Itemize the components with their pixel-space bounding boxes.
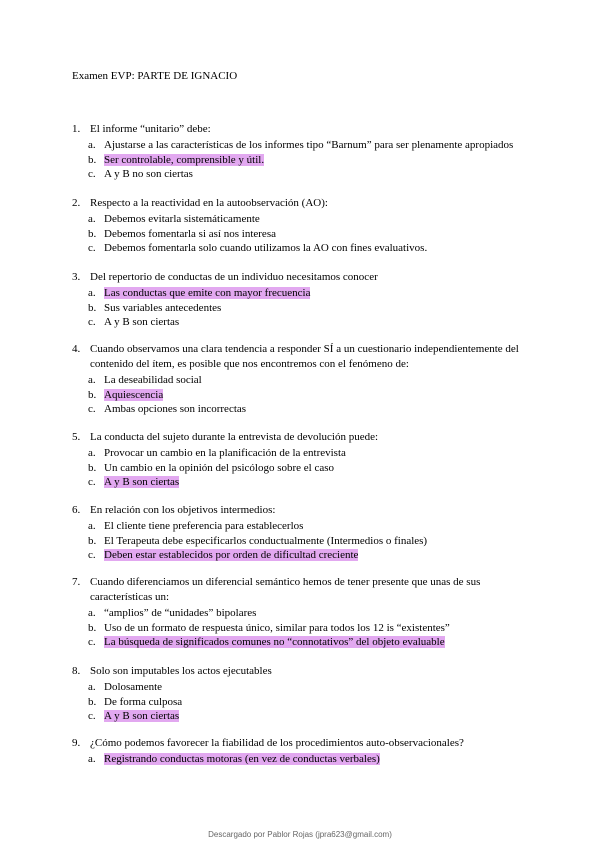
question-header: [72, 342, 542, 372]
question-header: [72, 270, 542, 285]
question-number: 9.: [72, 737, 81, 749]
answer-option: [88, 461, 542, 476]
answer-option: [88, 446, 542, 461]
question: [72, 575, 542, 650]
answer-option: [88, 621, 542, 636]
option-text-wrap: [104, 709, 542, 724]
option-letter: a.: [88, 447, 96, 459]
option-text-wrap: [104, 227, 542, 242]
question-text: El informe “unitario” debe:: [90, 123, 211, 135]
highlighted-answer: A y B son ciertas: [104, 710, 180, 723]
question-text: Cuando observamos una clara tendencia a responder SÍ a un cuestionario independientemente del contenido del ítem, es posible que nos encontremos con el fenómeno de:: [90, 343, 519, 370]
option-letter: a.: [88, 607, 96, 619]
option-text: A y B son ciertas: [104, 316, 180, 329]
option-text-wrap: [104, 475, 542, 490]
highlighted-answer: Registrando conductas motoras (en vez de conductas verbales): [104, 753, 380, 765]
option-letter: c.: [88, 636, 96, 649]
option-text-wrap: [104, 621, 542, 636]
option-text-wrap: [104, 519, 542, 534]
option-text-wrap: [104, 212, 542, 227]
option-text-wrap: [104, 548, 542, 563]
option-text-wrap: [104, 446, 542, 461]
option-text: El Terapeuta debe especificarlos conductualmente (Intermedios o finales): [104, 534, 428, 547]
option-text-wrap: [104, 286, 542, 301]
option-letter: b.: [88, 301, 97, 314]
option-list: [88, 373, 542, 417]
option-list: [88, 138, 542, 182]
option-letter: b.: [88, 153, 97, 166]
option-text: El cliente tiene preferencia para establecerlos: [104, 520, 304, 532]
option-text: “amplios” de “unidades” bipolares: [104, 607, 257, 619]
option-list: [88, 286, 542, 330]
question-header: [72, 736, 542, 751]
question-text: En relación con los objetivos intermedios:: [90, 504, 276, 516]
question-number: 7.: [72, 576, 81, 588]
option-list: [88, 446, 542, 490]
question-number: 2.: [72, 197, 81, 209]
question-text: La conducta del sujeto durante la entrevista de devolución puede:: [90, 431, 379, 443]
option-text: Dolosamente: [104, 681, 163, 693]
option-list: [88, 606, 542, 650]
option-letter: a.: [88, 681, 96, 693]
option-text: Provocar un cambio en la planificación de la entrevista: [104, 447, 346, 459]
answer-option: [88, 153, 542, 168]
option-letter: a.: [88, 753, 96, 765]
answer-option: [88, 373, 542, 388]
option-text-wrap: [104, 153, 542, 168]
answer-option: [88, 752, 542, 767]
option-text-wrap: [104, 635, 542, 650]
option-text: A y B no son ciertas: [104, 168, 193, 181]
option-text-wrap: [104, 680, 542, 695]
option-text: Un cambio en la opinión del psicólogo sobre el caso: [104, 461, 335, 474]
answer-option: [88, 315, 542, 330]
option-letter: a.: [88, 287, 96, 299]
download-footer: Descargado por Pablor Rojas (jpra623@gmail.com): [208, 830, 392, 839]
highlighted-answer: A y B son ciertas: [104, 476, 180, 489]
question-header: [72, 664, 542, 679]
answer-option: [88, 475, 542, 490]
option-text: Sus variables antecedentes: [104, 301, 222, 314]
question-header: [72, 575, 542, 605]
answer-option: [88, 680, 542, 695]
question-header: [72, 196, 542, 211]
answer-option: [88, 519, 542, 534]
question: [72, 503, 542, 563]
document-title: Examen EVP: PARTE DE IGNACIO: [72, 70, 238, 82]
option-letter: b.: [88, 227, 97, 240]
question-number: 8.: [72, 665, 81, 677]
answer-option: [88, 286, 542, 301]
highlighted-answer: La búsqueda de significados comunes no “connotativos” del objeto evaluable: [104, 636, 445, 649]
option-letter: b.: [88, 461, 97, 474]
option-list: [88, 519, 542, 563]
option-letter: c.: [88, 710, 96, 723]
option-letter: c.: [88, 242, 96, 255]
option-letter: a.: [88, 520, 96, 532]
option-letter: b.: [88, 621, 97, 634]
answer-option: [88, 167, 542, 182]
question-text: Respecto a la reactividad en la autoobservación (AO):: [90, 197, 328, 209]
option-text: Debemos fomentarla solo cuando utilizamos la AO con fines evaluativos.: [104, 242, 428, 255]
question-header: [72, 503, 542, 518]
question: [72, 122, 542, 182]
answer-option: [88, 301, 542, 316]
option-letter: b.: [88, 695, 97, 708]
option-letter: c.: [88, 476, 96, 489]
option-list: [88, 212, 542, 256]
answer-option: [88, 548, 542, 563]
option-letter: a.: [88, 213, 96, 225]
option-letter: b.: [88, 534, 97, 547]
option-letter: a.: [88, 139, 96, 151]
answer-option: [88, 402, 542, 417]
option-text-wrap: [104, 752, 542, 767]
question: [72, 270, 542, 330]
answer-option: [88, 534, 542, 549]
option-letter: c.: [88, 549, 96, 562]
option-text: Debemos evitarla sistemáticamente: [104, 213, 260, 225]
highlighted-answer: Deben estar establecidos por orden de dificultad creciente: [104, 549, 359, 562]
option-text-wrap: [104, 241, 542, 256]
option-text-wrap: [104, 315, 542, 330]
highlighted-answer: Aquiescencia: [104, 388, 164, 401]
answer-option: [88, 709, 542, 724]
question: [72, 196, 542, 256]
option-letter: c.: [88, 403, 96, 416]
answer-option: [88, 138, 542, 153]
question-header: [72, 430, 542, 445]
option-text-wrap: [104, 606, 542, 621]
option-letter: a.: [88, 374, 96, 386]
question-number: 5.: [72, 431, 81, 443]
question-number: 4.: [72, 343, 81, 355]
option-text-wrap: [104, 301, 542, 316]
answer-option: [88, 241, 542, 256]
answer-option: [88, 227, 542, 242]
option-text-wrap: [104, 695, 542, 710]
question: [72, 664, 542, 724]
question-text: Del repertorio de conductas de un individuo necesitamos conocer: [90, 271, 378, 283]
question-number: 3.: [72, 271, 81, 283]
option-text-wrap: [104, 388, 542, 403]
answer-option: [88, 606, 542, 621]
highlighted-answer: Ser controlable, comprensible y útil.: [104, 153, 265, 166]
option-letter: b.: [88, 388, 97, 401]
highlighted-answer: Las conductas que emite con mayor frecuencia: [104, 287, 311, 299]
question-number: 6.: [72, 504, 81, 516]
option-text: Debemos fomentarla si así nos interesa: [104, 227, 276, 240]
option-text-wrap: [104, 461, 542, 476]
question-text: Cuando diferenciamos un diferencial semántico hemos de tener presente que unas de sus características un:: [90, 576, 481, 603]
question: [72, 342, 542, 417]
option-text-wrap: [104, 534, 542, 549]
question-text: Solo son imputables los actos ejecutables: [90, 665, 272, 677]
option-text: Ambas opciones son incorrectas: [104, 403, 247, 416]
question-number: 1.: [72, 123, 81, 135]
option-letter: c.: [88, 316, 96, 329]
answer-option: [88, 695, 542, 710]
option-text: Ajustarse a las características de los informes tipo “Barnum” para ser plenamente apropiados: [104, 139, 514, 151]
option-list: [88, 680, 542, 724]
answer-option: [88, 635, 542, 650]
question: [72, 430, 542, 490]
option-text: Uso de un formato de respuesta único, similar para todos los 12 is “existentes”: [104, 621, 450, 634]
option-text-wrap: [104, 373, 542, 388]
question-header: [72, 122, 542, 137]
option-text-wrap: [104, 402, 542, 417]
option-list: [88, 752, 542, 767]
option-letter: c.: [88, 168, 96, 181]
option-text-wrap: [104, 167, 542, 182]
question-text: ¿Cómo podemos favorecer la fiabilidad de los procedimientos auto-observacionales?: [90, 737, 464, 749]
option-text: De forma culposa: [104, 695, 183, 708]
option-text-wrap: [104, 138, 542, 153]
answer-option: [88, 212, 542, 227]
answer-option: [88, 388, 542, 403]
option-text: La deseabilidad social: [104, 374, 202, 386]
question: [72, 736, 542, 767]
